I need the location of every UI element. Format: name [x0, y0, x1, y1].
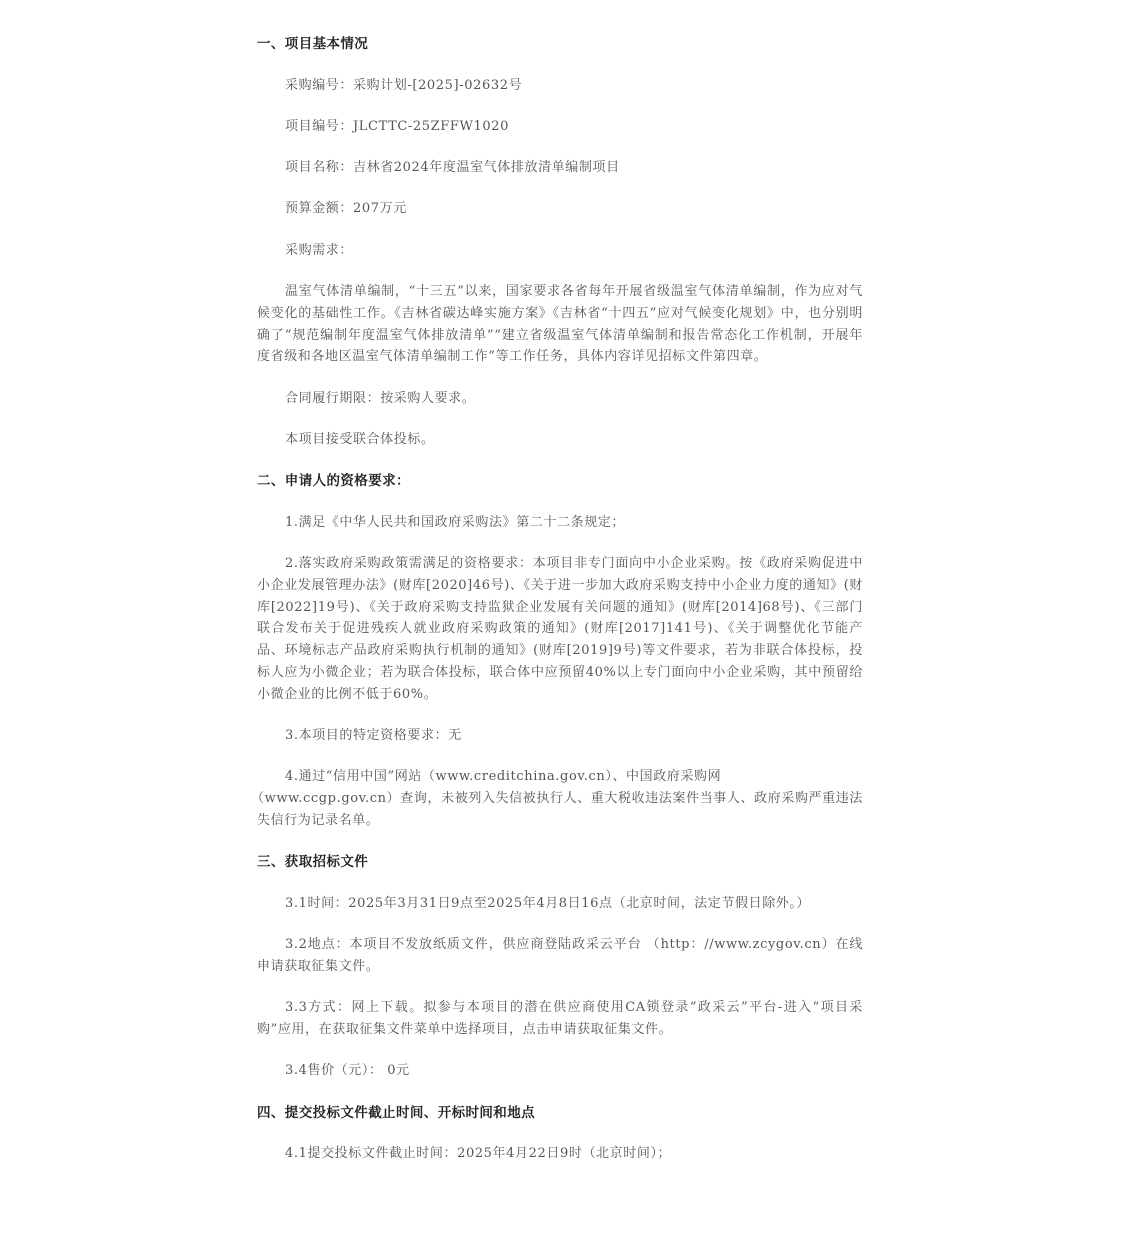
section-heading-obtain-documents: 三、获取招标文件 — [257, 854, 369, 871]
qualification-item-2: 2.落实政府采购政策需满足的资格要求：本项目非专门面向中小企业采购。按《政府采购促进中小企业发展管理办法》(财库[2020]46号)、《关于进一步加大政府采购支持中小企业力度的通知》(财库[2022]19号)、《关于政府采购支持监狱企业发展有关问题的通知》(财库[2014]68号)、《三部门联合发布关于促进残疾人就业政府采购政策的通知》(财库[2017]141号)、《关于调整优化节能产品、环境标志产品政府采购执行机制的通知》(财库[2019]9号)等文件要求，若为非联合体投标，投标人应为小微企业；若为联合体投标，联合体中应预留40%以上专门面向中小企业采购，其中预留给小微企业的比例不低于60%。 — [257, 556, 863, 702]
document-price: 3.4售价（元）： 0元 — [285, 1063, 410, 1079]
section-heading-basic-info: 一、项目基本情况 — [257, 36, 369, 52]
qualification-item-1: 1.满足《中华人民共和国政府采购法》第二十二条规定； — [285, 514, 626, 530]
obtain-location: 3.2地点：本项目不发放纸质文件，供应商登陆政采云平台 （http：//www.zcygov.cn）在线申请获取征集文件。 — [257, 937, 863, 974]
procurement-number: 采购编号：采购计划-[2025]-02632号 — [285, 77, 523, 93]
qualification-item-3: 3.本项目的特定资格要求：无 — [285, 728, 462, 744]
qualification-item-4-line1: 4.通过“信用中国”网站（www.creditchina.gov.cn）、中国政府采购网 — [285, 769, 722, 785]
obtain-time: 3.1时间：2025年3月31日9点至2025年4月8日16点（北京时间，法定节假日除外。） — [285, 895, 811, 911]
budget-amount: 预算金额：207万元 — [285, 201, 407, 217]
consortium-bidding-note: 本项目接受联合体投标。 — [285, 431, 435, 447]
qualification-item-4-line2: （www.ccgp.gov.cn）查询，未被列入失信被执行人、重大税收违法案件当事人、政府采购严重违法失信行为记录名单。 — [251, 791, 863, 829]
contract-period: 合同履行期限：按采购人要求。 — [285, 390, 476, 406]
submission-deadline: 4.1提交投标文件截止时间：2025年4月22日9时（北京时间）； — [285, 1146, 672, 1162]
procurement-requirements-text: 温室气体清单编制，“十三五”以来，国家要求各省每年开展省级温室气体清单编制，作为应对气候变化的基础性工作。《吉林省碳达峰实施方案》《吉林省“十四五”应对气候变化规划》中，也分别明确了“规范编制年度温室气体排放清单”“建立省级温室气体清单编制和报告常态化工作机制，开展年度省级和各地区温室气体清单编制工作”等工作任务，具体内容详见招标文件第四章。 — [257, 283, 863, 365]
qualification-item-4 — [251, 766, 863, 831]
document-body — [251, 33, 863, 1184]
section-heading-qualifications: 二、申请人的资格要求： — [257, 473, 410, 490]
project-name: 项目名称：吉林省2024年度温室气体排放清单编制项目 — [285, 160, 620, 176]
obtain-method: 3.3方式：网上下载。拟参与本项目的潜在供应商使用CA锁登录“政采云”平台-进入“项目采购”应用，在获取征集文件菜单中选择项目，点击申请获取征集文件。 — [257, 1000, 863, 1038]
procurement-requirements-label: 采购需求： — [285, 242, 354, 258]
section-heading-deadline: 四、提交投标文件截止时间、开标时间和地点 — [257, 1104, 535, 1121]
project-number: 项目编号：JLCTTC-25ZFFW1020 — [285, 118, 509, 134]
spacer — [257, 832, 863, 852]
